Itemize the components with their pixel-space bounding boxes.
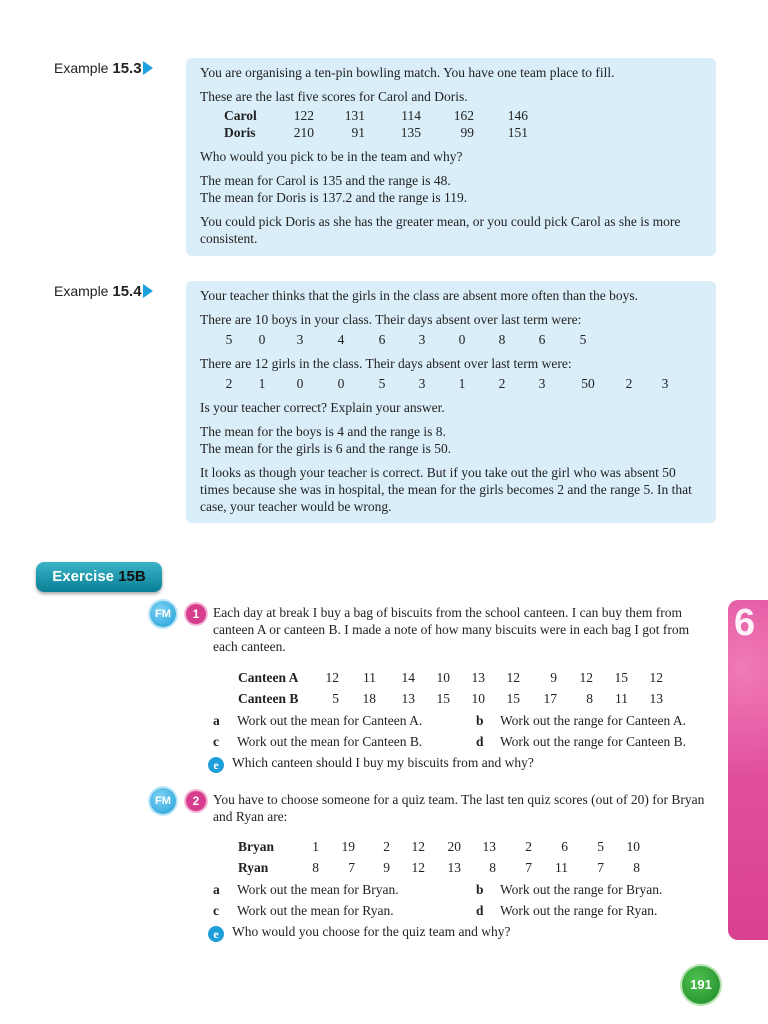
arrow-icon	[143, 284, 153, 298]
question-1-parts	[213, 713, 713, 773]
extension-badge: e	[208, 757, 224, 773]
arrow-icon	[143, 61, 153, 75]
table-row: Ryan 8 7 9 12 13 8 7 11 7 8	[238, 860, 640, 875]
quiz-scores-table	[238, 834, 640, 881]
question-number: 2	[186, 791, 206, 811]
part-a: a Work out the mean for Bryan.	[213, 882, 399, 897]
boys-absences: 5 0 3 4 6 3 0 8 6 5	[225, 332, 587, 347]
question-2-parts	[213, 882, 713, 942]
table-row: Canteen A 12 11 14 10 13 12 9 12 15 12	[238, 670, 663, 685]
page-number: 191	[682, 966, 720, 1004]
part-e: e Who would you choose for the quiz team and why?	[208, 924, 511, 942]
girls-absences: 2 1 0 0 5 3 1 2 3 50 2 3	[225, 376, 669, 391]
question-2-text: You have to choose someone for a quiz team. The last ten quiz scores (out of 20) for Bryan and Ryan are:	[213, 792, 705, 824]
part-b: b Work out the range for Bryan.	[476, 882, 663, 897]
question-1-text: Each day at break I buy a bag of biscuits from the school canteen. I can buy them from canteen A or canteen B. I made a note of how many biscuits were in each bag I got from each canteen.	[213, 605, 690, 654]
example-15-3-box: You are organising a ten-pin bowling match. You have one team place to fill. These are the last five scores for Carol and Doris. Carol 122 131 114 162 146 Doris 210 91 135 99 151 Who would you pick to be in the team and why? The mean for Carol is 135 and the range is 48. The mean for Doris is 137.2 and the range is 119. You could pick Doris as she has the greater mean, or you could pick Carol as she is more consistent.	[186, 58, 716, 256]
bowling-scores-table	[224, 107, 528, 141]
canteen-table	[238, 665, 663, 712]
table-row: Canteen B 5 18 13 15 10 15 17 8 11 13	[238, 691, 663, 706]
functional-maths-badge: FM	[150, 788, 176, 814]
part-c: c Work out the mean for Canteen B.	[213, 734, 423, 749]
part-d: d Work out the range for Ryan.	[476, 903, 658, 918]
table-row: Doris 210 91 135 99 151	[224, 125, 528, 140]
question-number: 1	[186, 604, 206, 624]
example-15-4-label: Example 15.4	[54, 283, 153, 300]
part-a: a Work out the mean for Canteen A.	[213, 713, 423, 728]
example-15-4-box: Your teacher thinks that the girls in the class are absent more often than the boys. There are 10 boys in your class. Their days absent over last term were: 5 0 3 4 6 3 0 8 6 5 There are 12 girls in the class. Their days absent over last term were: 2 1 0 0 5 3 1 2 3 50 2 3 Is your teacher correct? Explain your answer. The mean for the boys is 4 and the range is 8. The mean for the girls is 6 and the range is 50. It looks as though your teacher is correct. But if you take out the girl who was absent 50 times because she was in hospital, the mean for the girls becomes 2 and the range 5. In that case, your teacher would be wrong.	[186, 281, 716, 523]
extension-badge: e	[208, 926, 224, 942]
chapter-tab: 6	[728, 600, 768, 940]
part-b: b Work out the range for Canteen A.	[476, 713, 686, 728]
functional-maths-badge: FM	[150, 601, 176, 627]
exercise-15b-heading: Exercise 15B	[36, 562, 162, 592]
part-d: d Work out the range for Canteen B.	[476, 734, 686, 749]
example-15-3-label: Example 15.3	[54, 60, 153, 77]
part-c: c Work out the mean for Ryan.	[213, 903, 394, 918]
table-row: Carol 122 131 114 162 146	[224, 108, 528, 123]
part-e: e Which canteen should I buy my biscuits from and why?	[208, 755, 534, 773]
table-row: Bryan 1 19 2 12 20 13 2 6 5 10	[238, 839, 640, 854]
